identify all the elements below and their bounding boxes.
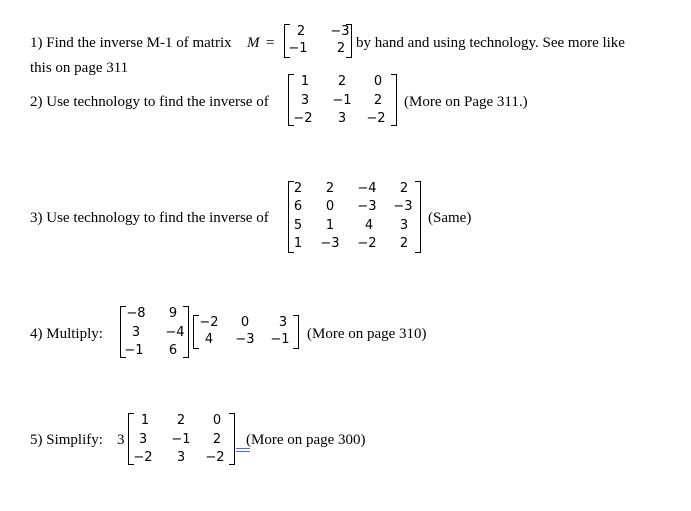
matrix-cell: −1 (332, 93, 352, 108)
spellcheck-underline (236, 451, 250, 452)
matrix-cell: 3 (176, 450, 186, 465)
matrix-cell: 2 (337, 74, 347, 89)
right-bracket (415, 181, 421, 253)
matrix-cell: 2 (399, 181, 409, 196)
matrix-cell: −3 (393, 199, 413, 214)
matrix-cell: 3 (138, 432, 148, 447)
matrix-cell: 0 (373, 74, 383, 89)
matrix-cell: 0 (212, 413, 222, 428)
scalar-multiplier: 3 (117, 432, 125, 448)
problem-2-note: (More on Page 311.) (404, 94, 528, 110)
problem-1-prefix: 1) Find the inverse M-1 of matrix (30, 35, 232, 51)
problem-1-page-ref: this on page 311 (30, 60, 129, 76)
matrix-cell: 3 (337, 111, 347, 126)
matrix-cell: −2 (133, 450, 153, 465)
matrix-cell: 2 (325, 181, 335, 196)
right-bracket (229, 413, 235, 465)
matrix-cell: −1 (270, 332, 290, 347)
matrix-b-problem-4 (193, 315, 299, 349)
matrix-cell: −3 (357, 199, 377, 214)
matrix-cell: 1 (140, 413, 150, 428)
problem-1-suffix: by hand and using technology. See more like (356, 35, 625, 51)
problem-5-prefix: 5) Simplify: (30, 432, 103, 448)
matrix-cell: −2 (366, 111, 386, 126)
matrix-cell: 1 (293, 236, 303, 251)
matrix-cell: 2 (212, 432, 222, 447)
matrix-cell: 4 (364, 218, 374, 233)
equals-sign: = (266, 35, 275, 51)
problem-2-prefix: 2) Use technology to find the inverse of (30, 94, 269, 110)
matrix-cell: −2 (205, 450, 225, 465)
matrix-cell: 4 (204, 332, 214, 347)
right-bracket (391, 74, 397, 126)
problem-3-note: (Same) (428, 210, 472, 226)
matrix-cell: 2 (336, 41, 346, 56)
matrix-cell: −4 (357, 181, 377, 196)
matrix-cell: 2 (296, 24, 306, 39)
matrix-cell: −3 (235, 332, 255, 347)
matrix-cell: 1 (300, 74, 310, 89)
matrix-variable-m: M (247, 35, 260, 51)
matrix-problem-2 (288, 74, 397, 126)
matrix-m (284, 24, 352, 58)
matrix-cell: −3 (330, 24, 350, 39)
matrix-cell: 3 (131, 325, 141, 340)
matrix-cell: −1 (171, 432, 191, 447)
matrix-cell: 0 (240, 315, 250, 330)
matrix-cell: 1 (325, 218, 335, 233)
matrix-cell: −4 (165, 325, 185, 340)
problem-4-note: (More on page 310) (307, 326, 427, 342)
matrix-cell: 3 (300, 93, 310, 108)
matrix-cell: −8 (126, 306, 146, 321)
matrix-cell: −1 (124, 343, 144, 358)
problem-4-prefix: 4) Multiply: (30, 326, 103, 342)
matrix-cell: 2 (293, 181, 303, 196)
matrix-problem-5 (128, 413, 235, 465)
matrix-cell: 2 (399, 236, 409, 251)
matrix-cell: 6 (293, 199, 303, 214)
matrix-cell: 0 (325, 199, 335, 214)
matrix-problem-3 (288, 181, 421, 253)
matrix-cell: 5 (293, 218, 303, 233)
matrix-cell: 2 (176, 413, 186, 428)
problem-5-note: (More on page 300) (246, 432, 366, 448)
matrix-cell: 6 (168, 343, 178, 358)
matrix-cell: 2 (373, 93, 383, 108)
matrix-cell: −2 (293, 111, 313, 126)
matrix-cell: 9 (168, 306, 178, 321)
matrix-cell: −2 (357, 236, 377, 251)
matrix-cell: 3 (278, 315, 288, 330)
matrix-cell: −3 (320, 236, 340, 251)
matrix-a-problem-4 (120, 306, 189, 358)
right-bracket (293, 315, 299, 349)
problem-3-prefix: 3) Use technology to find the inverse of (30, 210, 269, 226)
matrix-cell: −1 (288, 41, 308, 56)
matrix-cell: 3 (399, 218, 409, 233)
left-bracket (193, 315, 199, 349)
matrix-cell: −2 (199, 315, 219, 330)
